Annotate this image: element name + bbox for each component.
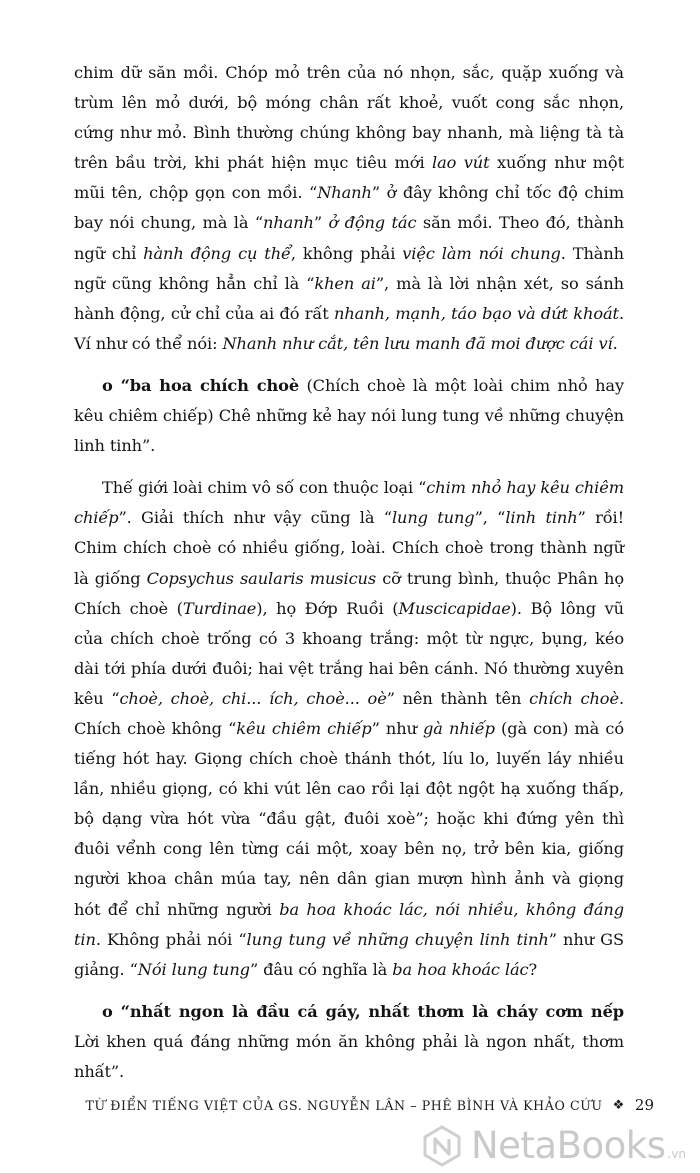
text-run: ” đâu có nghĩa là: [249, 959, 393, 979]
italic-text-run: Nói lung tung: [137, 959, 250, 979]
text-run: ), họ Đớp Ruồi (: [256, 598, 399, 618]
page-body: [74, 58, 624, 1087]
text-run: . Ví như có thể nói:: [74, 303, 624, 353]
text-run: ” ở đây không chỉ tốc độ chim bay nói chung, mà là “: [74, 183, 625, 233]
text-run: ”, mà là lời nhận xét, so sánh hành động, cử chỉ của ai đó rất: [74, 273, 624, 323]
text-run: săn mồi. Theo đó, thành ngữ chỉ: [74, 213, 624, 263]
italic-text-run: gà nhiếp: [423, 718, 495, 738]
text-run: ”. Giải thích như vậy cũng là “: [118, 508, 392, 528]
page-footer: [74, 1096, 654, 1114]
text-run: ). Bộ lông vũ của chích choè trống có 3 khoang trắng: một từ ngực, bụng, kéo dài tới phía dưới đuôi; hai vệt trắng hai bên cánh. Nó thường xuyên kêu “: [74, 598, 624, 708]
italic-text-run: hành động cụ thể: [143, 243, 291, 263]
text-run: ”, “: [474, 508, 506, 528]
italic-text-run: ba hoa khoác lác: [392, 959, 529, 979]
separator-ornament: ❖: [612, 1097, 625, 1113]
entry-nhat-ngon: [74, 997, 624, 1087]
text-run: . Chích choè không “: [74, 688, 624, 738]
italic-text-run: Turdinae: [182, 598, 257, 618]
text-run: ” như GS giảng. “: [74, 929, 624, 979]
italic-text-run: lao vút: [432, 153, 490, 173]
entry-headword: o “nhất ngon là đầu cá gáy, nhất thơm là cháy cơm nếp: [102, 1001, 624, 1021]
text-run: (gà con) mà có tiếng hót hay. Giọng chích choè thánh thót, líu lo, luyến láy nhiều lần, nhiều giọng, có khi vút lên cao rồi lại đột ngột hạ xuống thấp, bộ dạng vừa hót vừa “đầu gật, đuôi xoè”; hoặc khi đứng yên thì đuôi vểnh cong lên từng cái một, xoay bên nọ, trở bên kia, giống người khoa chân múa tay, nên dân gian mượn hình ảnh và giọng hót để chỉ những người: [74, 718, 624, 919]
text-run: cỡ trung bình, thuộc Phân họ Chích choè (: [74, 568, 625, 618]
entry-definition: Lời khen quá đáng những món ăn không phải là ngon nhất, thơm nhất”.: [74, 1031, 624, 1081]
italic-text-run: lung tung: [391, 508, 475, 528]
text-run: , không phải: [290, 243, 403, 263]
entry-ba-hoa-chich-choe: [74, 371, 624, 461]
italic-text-run: Nhanh như cắt, tên lưu manh đã moi được cái ví.: [222, 333, 618, 353]
italic-text-run: chích choè: [529, 688, 619, 708]
running-title: TỪ ĐIỂN TIẾNG VIỆT CỦA GS. NGUYỄN LÂN – PHÊ BÌNH VÀ KHẢO CỨU: [85, 1097, 603, 1113]
text-run: ?: [528, 959, 538, 979]
paragraph-3: [74, 473, 624, 985]
text-run: ” như: [371, 718, 424, 738]
italic-text-run: ba hoa khoác lác, nói nhiều, không đáng tin: [74, 899, 624, 949]
text-run: chim dữ săn mồi. Chóp mỏ trên của nó nhọn, sắc, quặp xuống và trùm lên mỏ dưới, bộ móng chân rất khoẻ, vuốt cong sắc nhọn, cứng như mỏ. Bình thường chúng không bay nhanh, mà liệng tà tà trên bầu trời, khi phát hiện mục tiêu mới: [74, 63, 624, 173]
text-run: Thế giới loài chim vô số con thuộc loại “: [102, 478, 427, 498]
italic-text-run: choè, choè, chi... ích, choè... oè: [119, 688, 387, 708]
paragraph-1: [74, 58, 624, 359]
entry-headword: o “ba hoa chích choè: [102, 375, 300, 395]
entry-definition: (Chích choè là một loài chim nhỏ hay kêu chiêm chiếp) Chê những kẻ hay nói lung tung về những chuyện linh tinh”.: [74, 375, 624, 456]
watermark: [421, 1124, 686, 1167]
text-run: ”: [313, 213, 329, 233]
italic-text-run: Nhanh: [317, 183, 372, 203]
italic-text-run: nhanh: [263, 213, 314, 233]
text-run: . Thành ngữ cũng không hẳn chỉ là “: [74, 243, 625, 293]
text-run: ” rồi! Chim chích choè có nhiều giống, loài. Chích choè trong thành ngữ là giống: [74, 508, 625, 588]
italic-text-run: kêu chiêm chiếp: [236, 718, 372, 738]
italic-text-run: lung tung về những chuyện linh tinh: [246, 929, 549, 949]
page-number: 29: [634, 1096, 654, 1114]
italic-text-run: nhanh, mạnh, táo bạo và dứt khoát: [334, 303, 619, 323]
text-run: . Không phải nói “: [95, 929, 247, 949]
italic-text-run: Copsychus saularis musicus: [146, 568, 377, 588]
italic-text-run: chim nhỏ hay kêu chiêm chiếp: [74, 478, 624, 528]
text-run: xuống như một mũi tên, chộp gọn con mồi. “: [74, 153, 624, 203]
italic-text-run: Muscicapidae: [398, 598, 511, 618]
netabooks-logo-icon: [421, 1125, 463, 1167]
italic-text-run: việc làm nói chung: [402, 243, 561, 263]
italic-text-run: ở động tác: [328, 213, 417, 233]
text-run: ” nên thành tên: [386, 688, 530, 708]
watermark-suffix: .vn: [667, 1146, 686, 1161]
watermark-text: NetaBooks: [470, 1124, 666, 1167]
italic-text-run: khen ai: [314, 273, 376, 293]
italic-text-run: linh tinh: [505, 508, 578, 528]
